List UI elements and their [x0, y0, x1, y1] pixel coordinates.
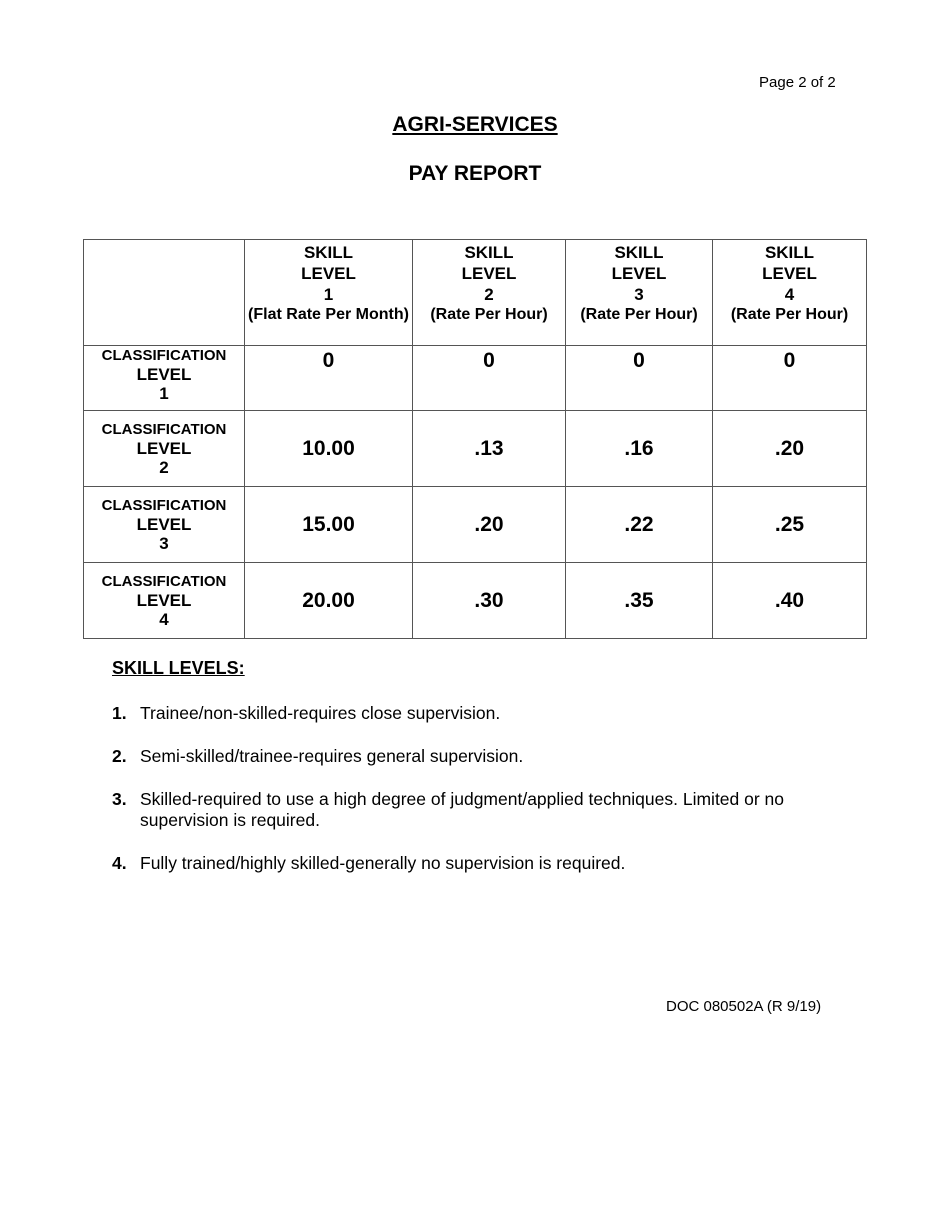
row-header-classification-level-2: [84, 411, 245, 487]
rate-cell: 10.00: [245, 411, 413, 487]
rate-cell: .13: [413, 411, 566, 487]
row-level-number: 2: [159, 458, 169, 477]
column-skill-label: SKILL: [614, 243, 664, 262]
row-level-label: LEVEL: [136, 515, 192, 534]
table-row: [84, 487, 867, 563]
column-skill-label: SKILL: [464, 243, 514, 262]
rate-cell: 0: [245, 346, 413, 411]
pay-rate-table: [83, 239, 867, 639]
rate-cell: .20: [713, 411, 867, 487]
row-level-label: LEVEL: [136, 591, 192, 610]
page-number: Page 2 of 2: [759, 74, 836, 91]
skill-levels-list: [112, 703, 847, 896]
row-level-number: 1: [159, 384, 169, 403]
list-item-text: Skilled-required to use a high degree of judgment/applied techniques. Limited or no supervision is required.: [140, 789, 785, 830]
rate-cell: 0: [566, 346, 713, 411]
column-level-label: LEVEL: [301, 264, 356, 283]
row-classification-label: CLASSIFICATION: [101, 573, 227, 590]
document-title: AGRI-SERVICES: [392, 113, 558, 136]
row-classification-label: CLASSIFICATION: [101, 421, 227, 438]
rate-cell: .35: [566, 563, 713, 639]
column-level-number: 4: [784, 285, 795, 304]
rate-cell: .40: [713, 563, 867, 639]
rate-cell: 15.00: [245, 487, 413, 563]
row-header-classification-level-3: [84, 487, 245, 563]
table-header-row: [84, 240, 867, 346]
list-item-number: 2.: [112, 746, 127, 766]
rate-cell: .16: [566, 411, 713, 487]
table-row: [84, 563, 867, 639]
row-level-number: 3: [159, 534, 169, 553]
column-header-skill-level-2: [413, 240, 566, 346]
column-skill-label: SKILL: [764, 243, 815, 262]
table-row: [84, 346, 867, 411]
row-classification-label: CLASSIFICATION: [101, 497, 227, 514]
list-item: [112, 853, 847, 874]
document-subtitle: PAY REPORT: [408, 162, 542, 185]
rate-cell: 0: [413, 346, 566, 411]
column-level-number: 1: [323, 285, 334, 304]
document-id: DOC 080502A (R 9/19): [666, 998, 822, 1015]
column-level-number: 3: [634, 285, 644, 304]
row-header-classification-level-1: [84, 346, 245, 411]
row-classification-label: CLASSIFICATION: [101, 347, 227, 364]
column-level-number: 2: [484, 285, 494, 304]
list-item: [112, 703, 847, 724]
rate-cell: 20.00: [245, 563, 413, 639]
list-item-text: Trainee/non-skilled-requires close supervision.: [140, 703, 501, 723]
rate-cell: .25: [713, 487, 867, 563]
rate-cell: 0: [713, 346, 867, 411]
list-item-text: Fully trained/highly skilled-generally no supervision is required.: [140, 853, 626, 873]
column-rate-type: (Rate Per Hour): [430, 306, 548, 323]
column-rate-type: (Flat Rate Per Month): [248, 306, 409, 323]
rate-cell: .20: [413, 487, 566, 563]
row-level-label: LEVEL: [136, 439, 192, 458]
skill-levels-heading: SKILL LEVELS:: [112, 658, 245, 678]
column-rate-type: (Rate Per Hour): [730, 306, 849, 323]
corner-cell: [84, 240, 245, 346]
column-level-label: LEVEL: [762, 264, 817, 283]
column-level-label: LEVEL: [611, 264, 667, 283]
list-item-number: 4.: [112, 853, 127, 873]
row-level-number: 4: [159, 610, 169, 629]
column-header-skill-level-1: [245, 240, 413, 346]
rate-cell: .22: [566, 487, 713, 563]
table-row: [84, 411, 867, 487]
list-item-text: Semi-skilled/trainee-requires general supervision.: [140, 746, 524, 766]
column-level-label: LEVEL: [461, 264, 517, 283]
column-rate-type: (Rate Per Hour): [580, 306, 698, 323]
row-header-classification-level-4: [84, 563, 245, 639]
column-header-skill-level-3: [566, 240, 713, 346]
list-item-number: 1.: [112, 703, 127, 723]
row-level-label: LEVEL: [136, 365, 192, 384]
rate-cell: .30: [413, 563, 566, 639]
list-item: [112, 789, 847, 831]
list-item-number: 3.: [112, 789, 127, 809]
column-header-skill-level-4: [713, 240, 867, 346]
list-item: [112, 746, 847, 767]
column-skill-label: SKILL: [303, 243, 354, 262]
